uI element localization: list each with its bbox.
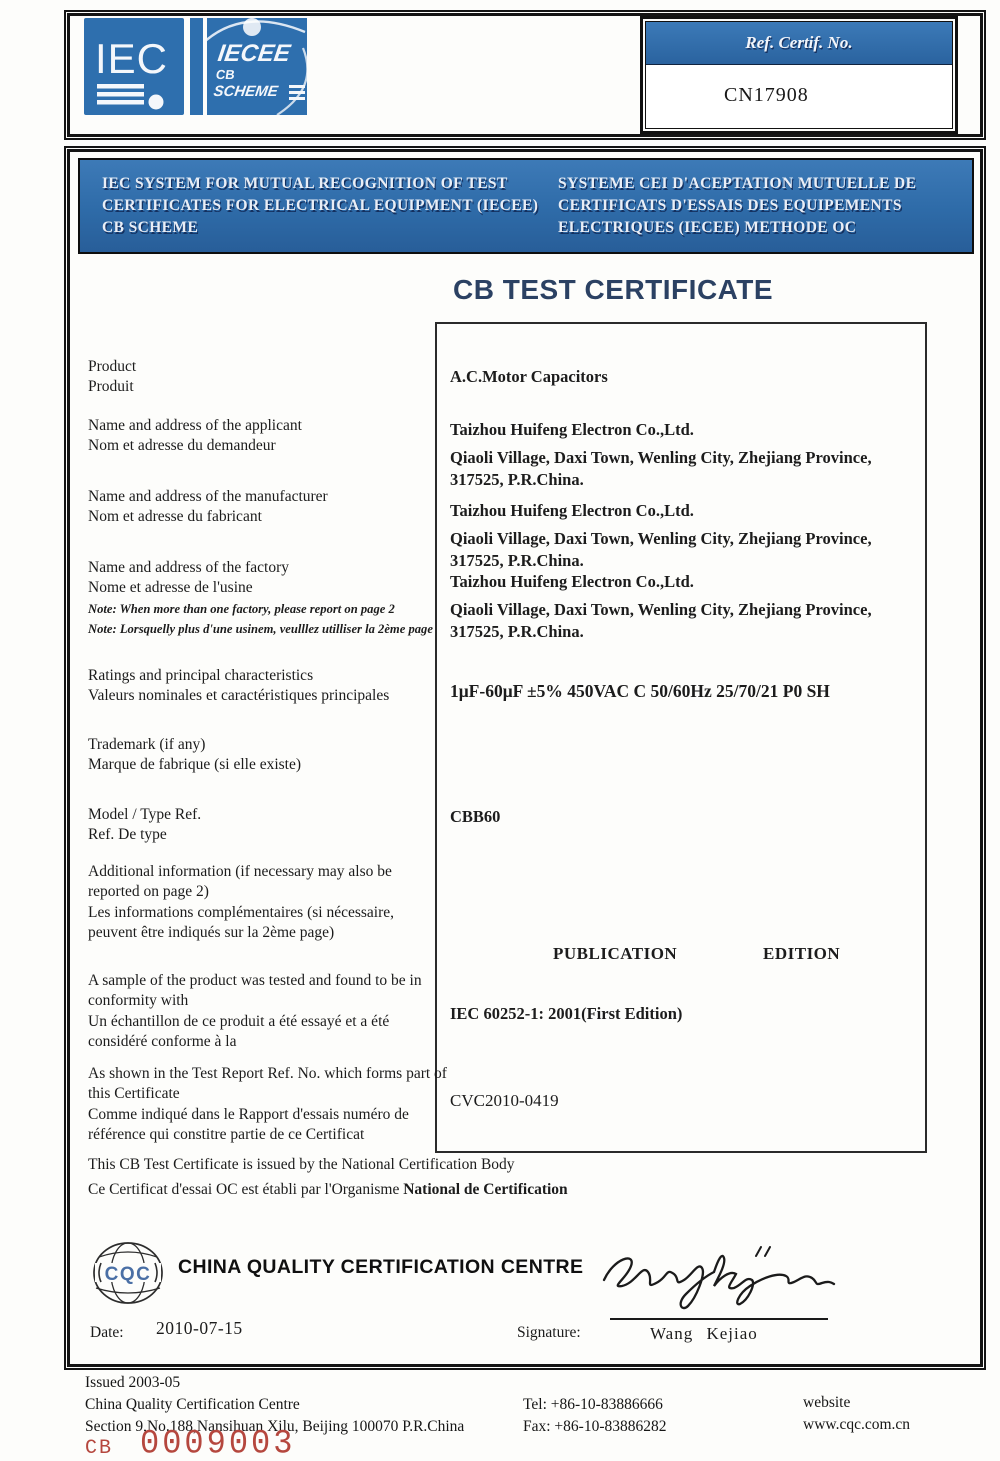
label-manufacturer-fr: Nom et adresse du fabricant <box>88 508 262 526</box>
factory-note-fr: Note: Lorsquelly plus d'une usinem, veulllez utilliser la 2ème page <box>88 621 433 636</box>
publication-header: PUBLICATION <box>553 944 678 963</box>
ref-certif-label: Ref. Certif. No. <box>646 22 952 65</box>
model-value: CBB60 <box>450 807 501 826</box>
product-value: A.C.Motor Capacitors <box>450 367 608 386</box>
footer-address: Section 9,No.188,Nansihuan Xilu, Beijing 100070 P.R.China <box>85 1418 465 1435</box>
applicant-name: Taizhou Huifeng Electron Co.,Ltd. <box>450 420 694 439</box>
label-manufacturer <box>88 487 438 528</box>
footer-website-label: website <box>803 1394 851 1411</box>
serial-prefix: CB <box>85 1437 114 1460</box>
label-product-en: Product <box>88 358 137 375</box>
applicant-address: Qiaoli Village, Daxi Town, Wenling City, Zhejiang Province, 317525, P.R.China. <box>450 448 872 490</box>
scheme-text: SCHEME <box>212 83 279 100</box>
issuance-fr-prefix: Ce Certificat d'essai OC est établi par l'Organisme <box>88 1181 404 1198</box>
iecee-text: IECEE <box>216 40 292 67</box>
manufacturer-name: Taizhou Huifeng Electron Co.,Ltd. <box>450 501 694 520</box>
footer-website-url: www.cqc.com.cn <box>803 1416 911 1433</box>
banner-text-english: IEC SYSTEM FOR MUTUAL RECOGNITION OF TEST CERTIFICATES FOR ELECTRICAL EQUIPMENT (IECEE) CB SCHEME <box>102 175 539 236</box>
label-applicant-en: Name and address of the applicant <box>88 417 302 434</box>
label-model-fr: Ref. De type <box>88 826 167 844</box>
date-label: Date: <box>90 1324 124 1341</box>
banner-text-french: SYSTEME CEI D'ACEPTATION MUTUELLE DE CERTIFICATS D'ESSAIS DES EQUIPEMENTS ELECTRIQUES (IECEE) METHODE OC <box>558 175 917 236</box>
signature-label: Signature: <box>517 1324 581 1341</box>
label-trademark-en: Trademark (if any) <box>88 736 206 753</box>
signatory-name: Wang Kejiao <box>650 1324 758 1343</box>
label-conformity-fr: Un échantillon de ce produit a été essayé et a été considéré conforme à la <box>88 1012 390 1051</box>
test-report-value: CVC2010-0419 <box>450 1091 559 1110</box>
label-applicant-fr: Nom et adresse du demandeur <box>88 437 276 455</box>
label-additional-info-fr: Les informations complémentaires (si nécessaire, peuvent être indiqués sur la 2ème page) <box>88 903 395 942</box>
serial-number: 0009003 <box>140 1423 296 1461</box>
label-manufacturer-en: Name and address of the manufacturer <box>88 488 328 505</box>
label-ratings-en: Ratings and principal characteristics <box>88 667 314 684</box>
logo-divider-bar <box>190 18 203 115</box>
issuance-statement-en: This CB Test Certificate is issued by the National Certification Body <box>88 1156 515 1173</box>
signature-scrawl <box>598 1244 838 1318</box>
label-ratings-fr: Valeurs nominales et caractéristiques principales <box>88 687 390 705</box>
scheme-banner <box>78 158 974 254</box>
label-factory-en: Name and address of the factory <box>88 559 289 576</box>
footer-issued: Issued 2003-05 <box>85 1374 181 1391</box>
issuance-statement-fr <box>88 1181 568 1199</box>
manufacturer-address: Qiaoli Village, Daxi Town, Wenling City, Zhejiang Province, 317525, P.R.China. <box>450 529 872 571</box>
label-trademark <box>88 735 438 776</box>
cb-text: CB <box>215 67 236 82</box>
label-factory-fr: Nome et adresse de l'usine <box>88 579 253 597</box>
label-additional-info-en: Additional information (if necessary may also be reported on page 2) <box>88 863 392 901</box>
cqc-logo-text: CQC <box>104 1264 152 1285</box>
label-factory <box>88 558 438 599</box>
label-conformity-en: A sample of the product was tested and found to be in conformity with <box>88 972 422 1010</box>
label-model-en: Model / Type Ref. <box>88 806 202 823</box>
factory-name: Taizhou Huifeng Electron Co.,Ltd. <box>450 572 694 591</box>
factory-note <box>88 600 453 639</box>
ref-certif-box-inner <box>645 21 953 129</box>
label-trademark-fr: Marque de fabrique (si elle existe) <box>88 756 302 774</box>
ratings-value: 1μF-60μF ±5% 450VAC C 50/60Hz 25/70/21 P0 SH <box>450 681 830 701</box>
label-model <box>88 805 438 846</box>
label-product-fr: Produit <box>88 378 134 396</box>
signature-line <box>610 1318 828 1320</box>
edition-header: EDITION <box>763 944 841 963</box>
label-applicant <box>88 416 438 457</box>
label-additional-info <box>88 862 442 944</box>
label-test-report <box>88 1064 448 1146</box>
issuer-org-name: CHINA QUALITY CERTIFICATION CENTRE <box>178 1256 584 1278</box>
iec-logo-text: IEC <box>95 35 169 82</box>
label-test-report-en: As shown in the Test Report Ref. No. which forms part of this Certificate <box>88 1065 447 1103</box>
factory-address: Qiaoli Village, Daxi Town, Wenling City, Zhejiang Province, 317525, P.R.China. <box>450 600 872 642</box>
certificate-number: CN17908 <box>724 84 809 106</box>
date-value: 2010-07-15 <box>156 1318 243 1338</box>
publication-value: IEC 60252-1: 2001(First Edition) <box>450 1004 683 1023</box>
footer-tel: Tel: +86-10-83886666 <box>523 1396 663 1413</box>
ref-certif-box <box>640 16 958 134</box>
footer-fax: Fax: +86-10-83886282 <box>523 1418 667 1435</box>
cqc-globe-logo <box>90 1240 166 1306</box>
page-title: CB TEST CERTIFICATE <box>453 274 774 305</box>
footer-org: China Quality Certification Centre <box>85 1396 300 1413</box>
label-product <box>88 357 438 398</box>
label-conformity <box>88 971 436 1053</box>
factory-note-en: Note: When more than one factory, please report on page 2 <box>88 602 395 616</box>
label-ratings <box>88 666 438 707</box>
iecee-cb-scheme-logo <box>207 18 307 115</box>
label-test-report-fr: Comme indiqué dans le Rapport d'essais numéro de référence qui constitre partie de ce Certificat <box>88 1105 409 1144</box>
iec-logo <box>84 18 184 115</box>
issuance-fr-bold: National de Certification <box>403 1181 568 1198</box>
